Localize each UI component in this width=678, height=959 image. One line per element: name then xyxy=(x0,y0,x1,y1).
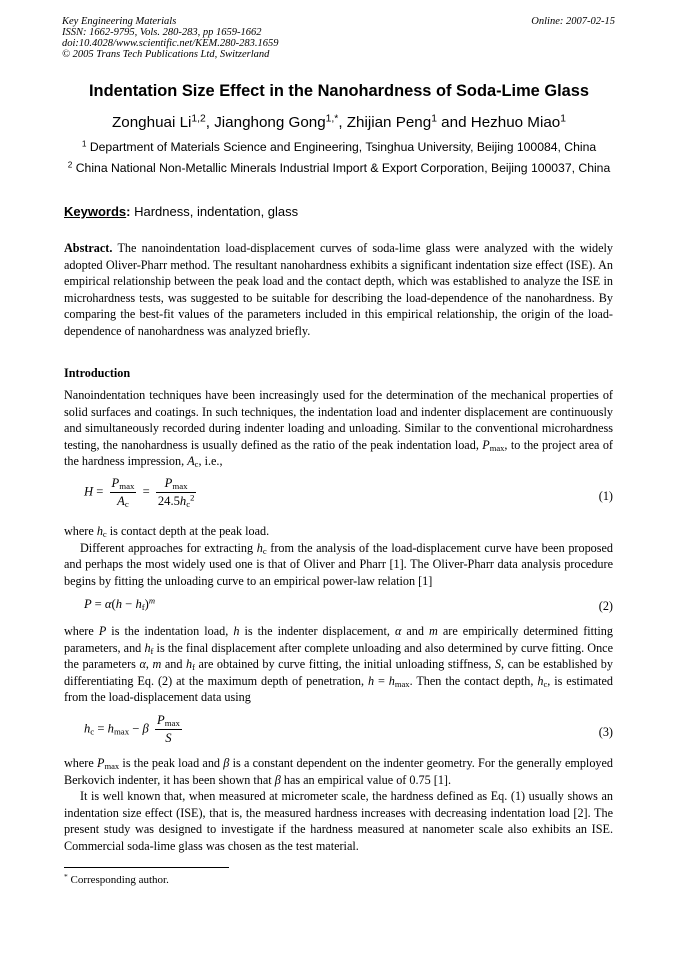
section-heading-introduction: Introduction xyxy=(64,366,131,380)
eq-operator: = xyxy=(96,484,104,499)
eq-fraction xyxy=(156,476,197,509)
eq-subscript: f xyxy=(141,602,145,613)
text-run: from the analysis of the load-displacement curve have been proposed and perhaps the most widely used one is that of Oliver and Pharr [1]. The Oliver-Pharr data analysis procedure begins by fitting the unloading curve to an empirical power-law relation [1] xyxy=(64,540,613,588)
text-run: is the indentation load, xyxy=(106,624,234,638)
text-run: is contact depth at the peak load. xyxy=(106,524,270,538)
symbol-alpha: α xyxy=(394,624,402,638)
text-run: where xyxy=(64,624,99,638)
online-date: Online: 2007-02-15 xyxy=(531,16,615,27)
author-name: Zonghuai Li xyxy=(112,114,192,131)
footnote xyxy=(64,871,169,886)
footnote-mark: * xyxy=(64,871,68,881)
text-run: is a constant dependent on the indenter geometry. For the generally employed Berkovich indenter, it has been shown that xyxy=(64,756,614,787)
subscript-f: f xyxy=(192,662,195,673)
eq-paren: ( xyxy=(111,597,116,611)
eq-subscript: c xyxy=(124,499,129,510)
symbol-h: h xyxy=(144,640,151,655)
eq-symbol: h xyxy=(115,597,123,611)
subscript-c: c xyxy=(543,678,548,689)
symbol-p: P xyxy=(97,756,105,770)
eq-fraction xyxy=(155,713,182,746)
affiliation-mark: 1 xyxy=(81,138,87,149)
subscript-max: max xyxy=(394,678,410,689)
affiliation-text: China National Non-Metallic Minerals Industrial Import & Export Corporation, Beijing 100037, China xyxy=(75,161,611,175)
keywords-colon: : xyxy=(126,204,131,219)
author-separator: , xyxy=(338,114,347,131)
author-separator: , xyxy=(205,114,215,131)
eq-exponent: 2 xyxy=(190,492,195,503)
intro-paragraph-2 xyxy=(64,523,613,589)
eq-fraction xyxy=(110,476,137,509)
subscript-max: max xyxy=(104,761,120,772)
text-run: , to the project area of the hardness impression, xyxy=(64,437,613,469)
author-name: Jianghong Gong xyxy=(214,114,326,131)
eq-symbol: β xyxy=(142,721,149,736)
intro-paragraph-5: It is well known that, when measured at micrometer scale, the hardness defined as Eq. (1) usually shows an indentation size effect (ISE), that is, the measured hardness increases with decreasing indentation load [2]. The present study was designed to investigate if the hardness measured at nanometer scale also exhibits an ISE. Commercial soda-lime glass was chosen as the test material. xyxy=(64,789,613,853)
affiliation-2 xyxy=(0,161,678,175)
author-affil-mark: 1,* xyxy=(325,113,339,125)
keywords-line xyxy=(64,204,298,219)
symbol-m: m xyxy=(152,657,162,672)
symbol-h: h xyxy=(185,657,193,672)
affiliation-text: Department of Materials Science and Engineering, Tsinghua University, Beijing 100084, China xyxy=(89,140,597,154)
journal-name: Key Engineering Materials xyxy=(62,16,177,27)
intro-paragraph-4 xyxy=(64,755,613,855)
affiliation-1 xyxy=(0,140,678,154)
symbol-p: P xyxy=(482,437,490,452)
abstract xyxy=(64,240,613,340)
symbol-s: S xyxy=(494,657,501,672)
subscript-max: max xyxy=(489,442,505,453)
author-separator: and xyxy=(436,114,471,131)
keywords-text: Hardness, indentation, glass xyxy=(134,204,299,219)
eq-operator: − xyxy=(132,721,140,736)
subscript-c: c xyxy=(194,459,199,470)
text-run: where xyxy=(64,756,98,770)
eq-symbol: P xyxy=(164,476,173,490)
eq-operator: − xyxy=(125,597,133,611)
text-run: , i.e., xyxy=(198,454,223,469)
keywords-label: Keywords xyxy=(64,204,127,219)
eq-symbol: h xyxy=(135,597,142,611)
text-run: Different approaches for extracting xyxy=(80,540,257,555)
text-run: Nanoindentation techniques have been increasingly used for the determination of the mechanical properties of solid surfaces and coatings. In such techniques, the indentation load and indenter displacement are continuously and simultaneously recorded during indenter loading and unloading. Similar to the conventional microhardness testing, the nanohardness is usually defined as the ratio of the peak indentation load, xyxy=(64,388,613,452)
eq-operator: = xyxy=(94,597,102,611)
equation-number-1: (1) xyxy=(598,489,613,503)
author-affil-mark: 1 xyxy=(560,113,566,125)
author-affil-mark: 1,2 xyxy=(191,113,206,125)
eq-coefficient: 24.5 xyxy=(157,494,180,508)
affiliation-mark: 2 xyxy=(67,159,73,170)
issn-line: ISSN: 1662-9795, Vols. 280-283, pp 1659-1662 xyxy=(62,27,262,38)
eq-symbol: α xyxy=(104,597,112,611)
author-name: Hezhuo Miao xyxy=(470,114,561,131)
subscript-c: c xyxy=(262,545,267,556)
author-affil-mark: 1 xyxy=(431,113,437,125)
eq-symbol: H xyxy=(84,484,94,499)
eq-symbol: h xyxy=(179,494,187,508)
eq-subscript: c xyxy=(186,499,191,510)
eq-subscript: max xyxy=(119,481,135,492)
symbol-h: h xyxy=(256,540,263,555)
text-run: is the peak load and xyxy=(119,756,224,770)
abstract-label: Abstract. xyxy=(64,241,113,255)
abstract-text: The nanoindentation load-displacement curves of soda-lime glass were analyzed with the widely adopted Oliver-Pharr method. The resultant nanohardness exhibits a significant indentation size effect (ISE). An empirical relationship between the peak load and the contact depth, which was established to analyze the ISE in microhardness tests, was suggested to be suitable for describing the load-dependence of the nanohardness. By comparing the best-fit values of the parameters included in this empirical relationship, the origin of the load-dependence of nanohardness was analyzed briefly. xyxy=(64,241,614,338)
eq-operator: = xyxy=(97,721,105,736)
text-run: . Then the contact depth, xyxy=(409,673,538,688)
symbol-p: P xyxy=(98,624,107,638)
intro-paragraph-3 xyxy=(64,623,613,706)
eq-symbol: A xyxy=(117,494,125,508)
subscript-f: f xyxy=(150,645,154,656)
eq-symbol: h xyxy=(84,721,91,736)
text-run: are empirically determined fitting parameters, and xyxy=(64,624,613,655)
text-run: is the indenter displacement, xyxy=(239,624,395,638)
footnote-text: Corresponding author. xyxy=(70,874,169,886)
text-run: has an empirical value of 0.75 [1]. xyxy=(280,772,452,787)
symbol-a: A xyxy=(187,454,195,469)
copyright-line: © 2005 Trans Tech Publications Ltd, Switzerland xyxy=(62,49,270,60)
text-run: , xyxy=(145,657,153,672)
footnote-rule xyxy=(64,867,229,868)
eq-symbol: P xyxy=(111,476,120,490)
equation-2 xyxy=(84,597,155,612)
text-run: are obtained by curve fitting, the initial unloading stiffness, xyxy=(194,657,495,672)
symbol-h: h xyxy=(233,624,240,638)
symbol-beta: β xyxy=(223,756,230,770)
eq-exponent: m xyxy=(148,595,156,606)
symbol-h: h xyxy=(388,673,395,688)
eq-operator: = xyxy=(142,484,150,499)
symbol-m: m xyxy=(429,624,438,638)
author-list xyxy=(0,114,678,131)
text-run: where xyxy=(64,524,97,538)
equation-1 xyxy=(84,476,199,509)
text-run: , can be established by differentiating Eq. (2) at the maximum depth of penetration, xyxy=(64,657,613,688)
eq-subscript: c xyxy=(90,726,95,737)
equation-number-2: (2) xyxy=(598,599,613,613)
symbol-beta: β xyxy=(274,772,281,787)
doi-line: doi:10.4028/www.scientific.net/KEM.280-283.1659 xyxy=(62,38,279,49)
symbol-h: h xyxy=(96,524,103,538)
eq-subscript: max xyxy=(172,481,188,492)
equation-3 xyxy=(84,713,185,746)
text-run: and xyxy=(401,624,430,638)
subscript-c: c xyxy=(102,529,107,540)
symbol-h: h xyxy=(537,673,544,688)
intro-paragraph-1 xyxy=(64,387,613,470)
eq-subscript: max xyxy=(164,718,180,729)
equation-number-3: (3) xyxy=(598,725,613,739)
symbol-alpha: α xyxy=(139,657,146,672)
text-run: = xyxy=(374,673,389,688)
eq-symbol: S xyxy=(165,731,172,745)
text-run: , is estimated from the load-displacement data using xyxy=(64,673,613,705)
eq-symbol: h xyxy=(107,721,114,736)
eq-paren: ) xyxy=(144,597,149,611)
author-name: Zhijian Peng xyxy=(346,114,432,131)
eq-subscript: max xyxy=(113,726,130,737)
eq-symbol: P xyxy=(84,597,92,611)
symbol-h: h xyxy=(367,673,375,688)
paper-title: Indentation Size Effect in the Nanohardness of Soda-Lime Glass xyxy=(89,82,589,100)
text-run: and xyxy=(161,657,186,672)
journal-header xyxy=(62,16,279,60)
eq-symbol: P xyxy=(156,713,165,727)
text-run: is the final displacement after complete unloading and also determined by curve fitting. Once the parameters xyxy=(64,640,613,672)
